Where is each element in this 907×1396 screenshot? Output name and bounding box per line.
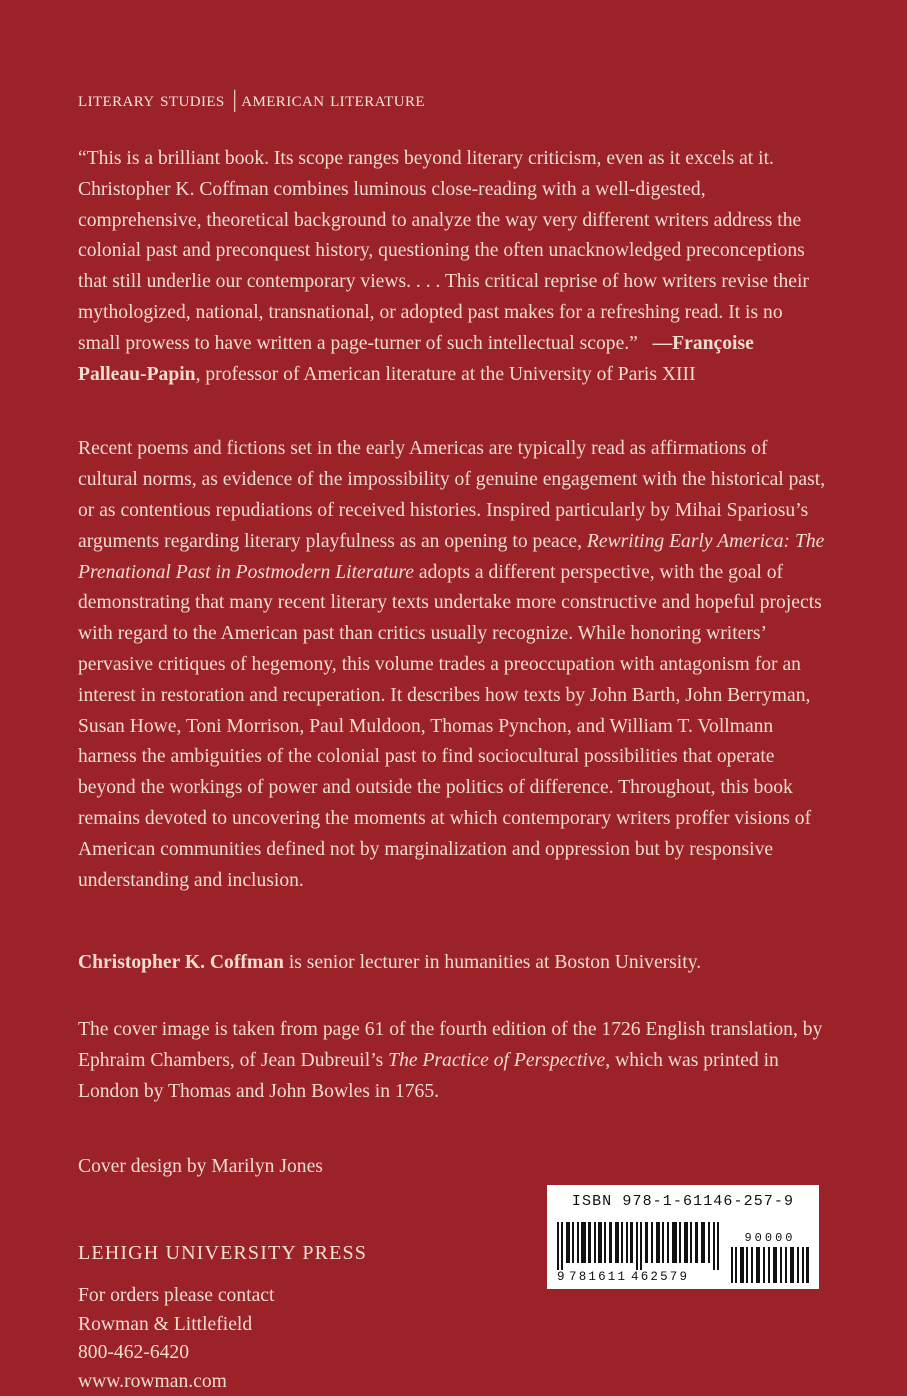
review-blurb-quote: “This is a brilliant book. Its scope ranges beyond literary criticism, even as it excels at it. Christopher K. Coffman combines luminous close-reading with a well-digested, comprehensive, theoretical background to analyze the way very different writers address the colonial past and preconquest history, questioning the often unacknowledged preconceptions that still underlie our contemporary views. . . . This critical reprise of how writers revise their mythologized, national, transnational, or adopted past makes for a refreshing read. It is no small prowess to have written a page-turner of such intellectual scope.” [78, 148, 809, 354]
barcode-ean13-bars [557, 1222, 721, 1270]
spacer-before-credit [78, 1001, 829, 1015]
author-name: Christopher K. Coffman [78, 952, 284, 974]
category-header-right: american literature [241, 87, 425, 111]
description-part-two: adopts a different perspective, with the goal of demonstrating that many recent literary texts undertake more constructive and hopeful projects with regard to the American past than critics usually recognize. While honoring writers’ pervasive critiques of hegemony, this volume trades a preoccupation with antagonism for an interest in restoration and recuperation. It describes how texts by John Barth, John Berryman, Susan Howe, Toni Morrison, Paul Muldoon, Thomas Pynchon, and William T. Vollmann harness the ambiguities of the colonial past to find sociocultural possibilities that operate beyond the workings of power and outside the politics of difference. Throughout, this book remains devoted to uncovering the moments at which contemporary writers proffer visions of American communities defined not by marginalization and oppression but by responsive understanding and inclusion. [78, 561, 822, 891]
cover-design-credit: Cover design by Marilyn Jones [78, 1155, 323, 1177]
category-header-left: literary studies [78, 87, 225, 111]
barcode-digits-left: 781611 [569, 1269, 628, 1284]
review-blurb-spacer [638, 333, 653, 354]
orders-contact-line: For orders please contact [78, 1285, 275, 1307]
barcode-addon-digits: 90000 [744, 1231, 796, 1245]
isbn-barcode [547, 1185, 819, 1289]
barcode-ean13-digits [557, 1271, 721, 1284]
book-title: Rewriting Early America: The Prenational Past in Postmodern Literature [78, 530, 825, 583]
source-work-title: The Practice of Perspective [388, 1049, 606, 1071]
orders-phone: 800-462-6420 [78, 1342, 190, 1364]
cover-credit-part-two: , which was printed in London by Thomas and John Bowles in 1765. [78, 1049, 779, 1102]
book-description [78, 434, 828, 896]
category-header-separator: | [232, 85, 238, 113]
cover-credit-part-one: The cover image is taken from page 61 of the fourth edition of the 1726 English translation, by Ephraim Chambers, of Jean Dubreuil’s [78, 1019, 823, 1071]
review-blurb-attribution-name: Françoise Palleau-Papin [78, 332, 754, 385]
spacer-before-bio [78, 918, 829, 948]
orders-distributor: Rowman & Littlefield [78, 1313, 253, 1335]
barcode-addon-bars [731, 1247, 809, 1283]
review-blurb-attribution-role: , professor of American literature at the University of Paris XIII [195, 363, 696, 385]
author-bio-text: is senior lecturer in humanities at Boston University. [283, 952, 702, 974]
barcode-ean13 [557, 1222, 721, 1284]
barcode-bars-row [557, 1213, 809, 1283]
category-header [78, 85, 829, 113]
description-part-one: Recent poems and fictions set in the early Americas are typically read as affirmations of cultural norms, as evidence of the impossibility of genuine engagement with the historical past, or as contentious repudiations of received histories. Inspired particularly by Mihai Spariosu’s arguments regarding literary playfulness as an opening to peace, [78, 438, 826, 552]
author-bio [78, 948, 826, 979]
spacer-before-description [78, 412, 829, 434]
review-blurb-dash: — [652, 332, 673, 354]
cover-image-credit [78, 1015, 826, 1107]
publisher-name: LEHIGH UNIVERSITY PRESS [78, 1242, 368, 1265]
barcode-digit-lead: 9 [557, 1269, 565, 1284]
spacer-before-design-credit [78, 1130, 829, 1152]
barcode-price-addon [731, 1232, 809, 1283]
order-information [78, 1282, 829, 1396]
review-blurb [78, 144, 826, 390]
barcode-digits-right: 462579 [631, 1269, 690, 1284]
orders-website: www.rowman.com [78, 1370, 227, 1392]
isbn-label: ISBN 978-1-61146-257-9 [571, 1193, 795, 1210]
